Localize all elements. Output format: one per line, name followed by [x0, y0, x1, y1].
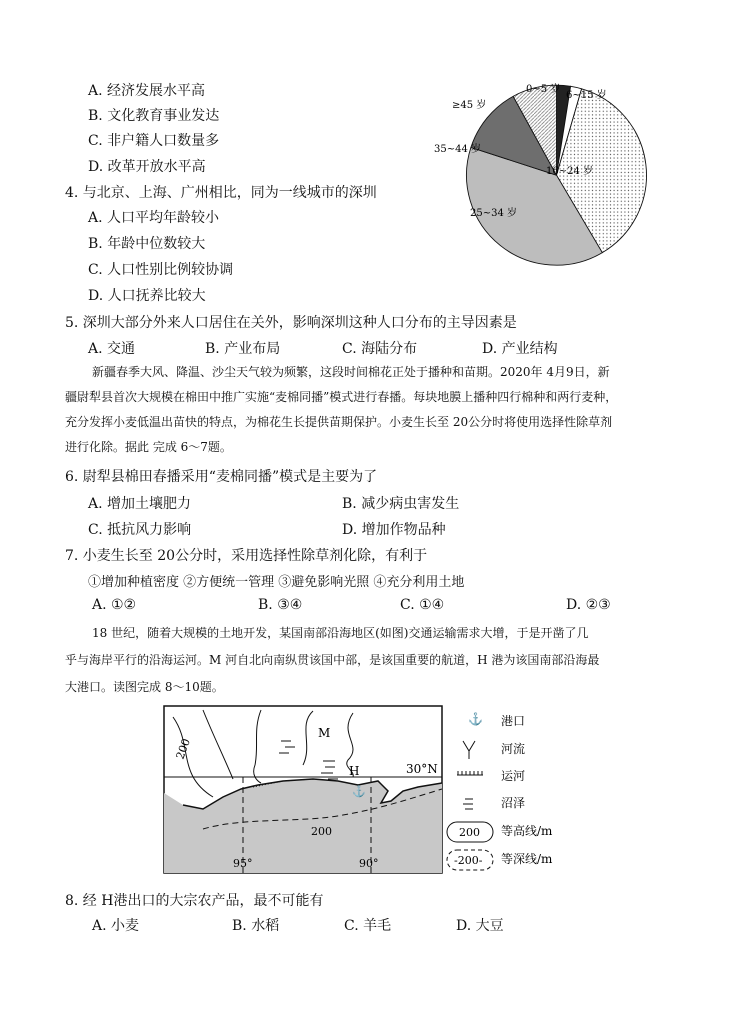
pie-label-0-5: 0~5 岁 [526, 84, 561, 95]
q8-option-c: C. 羊毛 [344, 918, 392, 934]
passage1-line-1: 新疆春季大风、降温、沙尘天气较为频繁，这段时间棉花正处于播种和苗期。2020年 4月9日，新 [92, 365, 610, 379]
q3-option-a: A. 经济发展水平高 [88, 83, 206, 99]
legend-contour-sample: 200 [459, 826, 480, 839]
q5-option-d: D. 产业结构 [482, 341, 558, 357]
map-label-m: M [318, 726, 331, 740]
q7-option-c: C. ①④ [400, 597, 445, 613]
q6-option-c: C. 抵抗风力影响 [88, 522, 192, 538]
legend-river-icon [463, 741, 475, 759]
map-label-90: 90° [359, 857, 379, 870]
map-label-contour-200: 200 [173, 736, 194, 762]
passage1-line-4: 进行化除。据此 完成 6～7题。 [65, 440, 232, 454]
legend-canal-label: 运河 [501, 769, 526, 783]
legend-marsh-label: 沼泽 [501, 796, 526, 810]
q6-option-a: A. 增加土壤肥力 [88, 496, 192, 512]
q7-items: ①增加种植密度 ②方便统一管理 ③避免影响光照 ④充分利用土地 [88, 575, 465, 590]
q6-option-d: D. 增加作物品种 [342, 522, 446, 538]
map-label-95: 95° [233, 857, 253, 870]
map-label-30n: 30°N [406, 762, 438, 776]
passage2-line-3: 大港口。读图完成 8～10题。 [65, 680, 224, 694]
q4-option-c: C. 人口性别比例较协调 [88, 262, 234, 278]
passage2-line-1: 18 世纪，随着大规模的土地开发，某国南部沿海地区(如图)交通运输需求大增，于是开凿了几 [92, 626, 589, 640]
passage1-line-3: 充分发挥小麦低温出苗快的特点，为棉花生长提供苗期保护。小麦生长至 20公分时将使用选择性除草剂 [65, 415, 613, 429]
q4-stem: 4. 与北京、上海、广州相比，同为一线城市的深圳 [65, 185, 377, 201]
q7-option-d: D. ②③ [566, 597, 611, 613]
q5-stem: 5. 深圳大部分外来人口居住在关外，影响深圳这种人口分布的主导因素是 [65, 315, 517, 331]
legend-depth-sample: -200- [454, 854, 483, 867]
legend-depth-label: 等深线/m [501, 852, 553, 866]
pie-label-45plus: ≥45 岁 [452, 100, 487, 111]
legend-river-label: 河流 [501, 742, 526, 756]
q6-option-b: B. 减少病虫害发生 [342, 496, 460, 512]
map-label-h: H [349, 764, 360, 778]
coastal-map [163, 705, 553, 875]
q8-stem: 8. 经 H港出口的大宗农产品，最不可能有 [65, 893, 324, 909]
pie-label-25-34: 25~34 岁 [470, 208, 518, 219]
q4-option-d: D. 人口抚养比较大 [88, 288, 206, 304]
pie-label-35-44: 35~44 岁 [434, 144, 482, 155]
q7-option-a: A. ①② [92, 597, 137, 613]
map-label-depth-200: 200 [311, 825, 332, 838]
q4-option-a: A. 人口平均年龄较小 [88, 210, 220, 226]
port-icon: ⚓ [352, 785, 366, 798]
q3-option-d: D. 改革开放水平高 [88, 159, 206, 175]
q5-option-b: B. 产业布局 [205, 341, 281, 357]
legend-port-icon: ⚓ [468, 712, 483, 726]
legend-port-label: 港口 [501, 714, 526, 728]
q8-option-b: B. 水稻 [232, 918, 280, 934]
legend-marsh-icon [463, 799, 473, 809]
q3-option-c: C. 非户籍人口数量多 [88, 133, 220, 149]
q8-option-a: A. 小麦 [92, 918, 140, 934]
q8-option-d: D. 大豆 [456, 918, 504, 934]
legend-contour-label: 等高线/m [501, 824, 553, 838]
pie-label-6-15: 6~15 岁 [566, 90, 607, 101]
q7-option-b: B. ③④ [258, 597, 303, 613]
q4-option-b: B. 年龄中位数较大 [88, 236, 206, 252]
q3-option-b: B. 文化教育事业发达 [88, 108, 220, 124]
passage2-line-2: 乎与海岸平行的沿海运河。M 河自北向南纵贯该国中部，是该国重要的航道，H 港为该国南部沿海最 [65, 653, 600, 667]
q5-option-c: C. 海陆分布 [342, 341, 418, 357]
q7-stem: 7. 小麦生长至 20公分时，采用选择性除草剂化除，有利于 [65, 548, 428, 564]
passage1-line-2: 疆尉犁县首次大规模在棉田中推广实施“麦棉同播”模式进行春播。每块地膜上播种四行棉种和两行麦种， [65, 390, 618, 404]
q6-stem: 6. 尉犁县棉田春播采用“麦棉同播”模式是主要为了 [65, 469, 378, 485]
age-pie-chart [434, 78, 690, 278]
q5-option-a: A. 交通 [88, 341, 136, 357]
pie-label-16-24: 16~24 岁 [546, 166, 594, 177]
